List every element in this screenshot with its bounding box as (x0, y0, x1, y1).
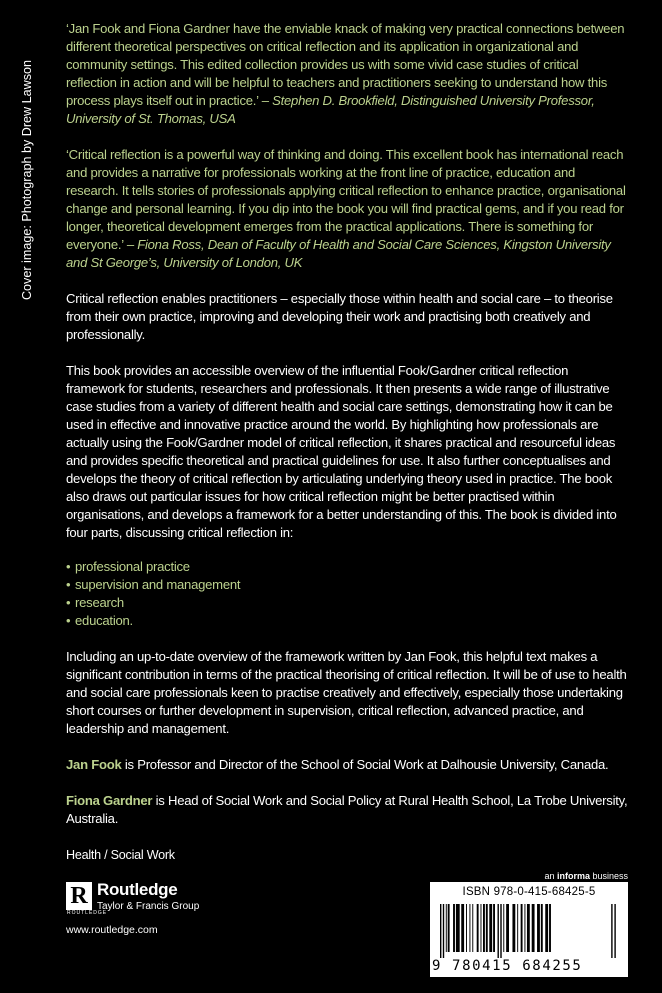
author-bio-text: is Head of Social Work and Social Policy at Rural Health School, La Trobe University, Australia. (66, 793, 628, 826)
description-paragraph: Critical reflection enables practitioners – especially those within health and social care – to theorise from their own practice, improving and developing their work and practising both creatively and professionally. (66, 291, 613, 342)
cover-image-credit-text: Cover image: Photograph by Drew Lawson (20, 59, 35, 301)
bullet-icon: • (66, 559, 71, 574)
quote-text: ‘Critical reflection is a powerful way of thinking and doing. This excellent book has international reach and provides a narrative for professionals working at the front line of practice, education and research. It tells stories of professionals applying critical reflection to enhance practice, organisational change and personal learning. If you dip into the book you will find practical gems, and if you read for longer, theoretical development emerges from the practical applications. There is something for everyone.’ (66, 147, 626, 252)
topic-list-item: • education. (66, 613, 133, 628)
publisher-group: Taylor & Francis Group (97, 901, 200, 912)
publisher-url: www.routledge.com (66, 924, 158, 936)
endorsement-quote (66, 20, 630, 128)
bullet-icon: • (66, 595, 71, 610)
bullet-icon: • (66, 577, 71, 592)
quote-text: ‘Jan Fook and Fiona Gardner have the enviable knack of making very practical connections between different theoretical perspectives on critical reflection and its application in organizational and community settings. This edited collection provides us with some vivid case studies of critical reflection in action and will be helpful to teachers and practitioners seeking to understand how this process plays itself out in practice.’ (66, 21, 625, 108)
back-cover-text (66, 20, 630, 864)
barcode-box (430, 882, 628, 977)
closing-paragraph: Including an up-to-date overview of the framework written by Jan Fook, this helpful text makes a significant contribution in terms of the practical theorising of critical reflection. It will be of use to health and social care professionals keen to practise creatively and effectively, especially those undertaking short courses or further development in supervision, critical reflection, advanced practice, and leadership and management. (66, 649, 627, 736)
isbn-label: ISBN 978-0-415-68425-5 (462, 886, 596, 898)
topic-list-item: • research (66, 595, 124, 610)
endorsement-quote (66, 146, 630, 272)
bullet-icon: • (66, 613, 71, 628)
informa-business-line: an informa business (544, 871, 628, 881)
cover-image-credit (14, 30, 40, 330)
quote-attribution: – Fiona Ross, Dean of Faculty of Health and Social Care Sciences, Kingston University and St George’s, University of London, UK (66, 237, 611, 270)
author-name: Fiona Gardner (66, 793, 153, 808)
publisher-name: Routledge (97, 880, 178, 899)
topic-list-item: • supervision and management (66, 577, 241, 592)
author-bio-text: is Professor and Director of the School of Social Work at Dalhousie University, Canada. (121, 757, 609, 772)
publisher-logo (66, 880, 246, 940)
topic-list-item: • professional practice (66, 559, 190, 574)
routledge-r-icon: R (66, 882, 92, 910)
author-bio (66, 792, 630, 828)
barcode-digits: 9 780415 684255 (432, 958, 583, 974)
description-paragraph: This book provides an accessible overview of the influential Fook/Gardner critical reflection framework for students, researchers and professionals. It then presents a wide range of illustrative case studies from a variety of different health and social care settings, demonstrating how it can be used in effective and innovative practice around the world. By highlighting how professionals are actually using the Fook/Gardner model of critical reflection, it shares practical and resourceful ideas and provides specific theoretical and practical guidelines for use. It also further conceptualises and develops the theory of critical reflection by articulating underlying theory used in practice. The book also draws out particular issues for how critical reflection might be better practised within organisations, and develops a framework for a better understanding of this. The book is divided into four parts, discussing critical reflection in: (66, 363, 617, 540)
subject-category: Health / Social Work (66, 848, 175, 862)
informa-logo: informa (556, 871, 590, 881)
author-bio (66, 756, 630, 774)
topic-list (66, 558, 630, 630)
routledge-vertical-text: ROUTLEDGE (67, 910, 108, 916)
isbn-barcode-area (430, 870, 628, 977)
quote-attribution: – Stephen D. Brookfield, Distinguished University Professor, University of St. Thomas, USA (66, 93, 595, 126)
author-name: Jan Fook (66, 757, 122, 772)
barcode-icon (440, 904, 618, 958)
